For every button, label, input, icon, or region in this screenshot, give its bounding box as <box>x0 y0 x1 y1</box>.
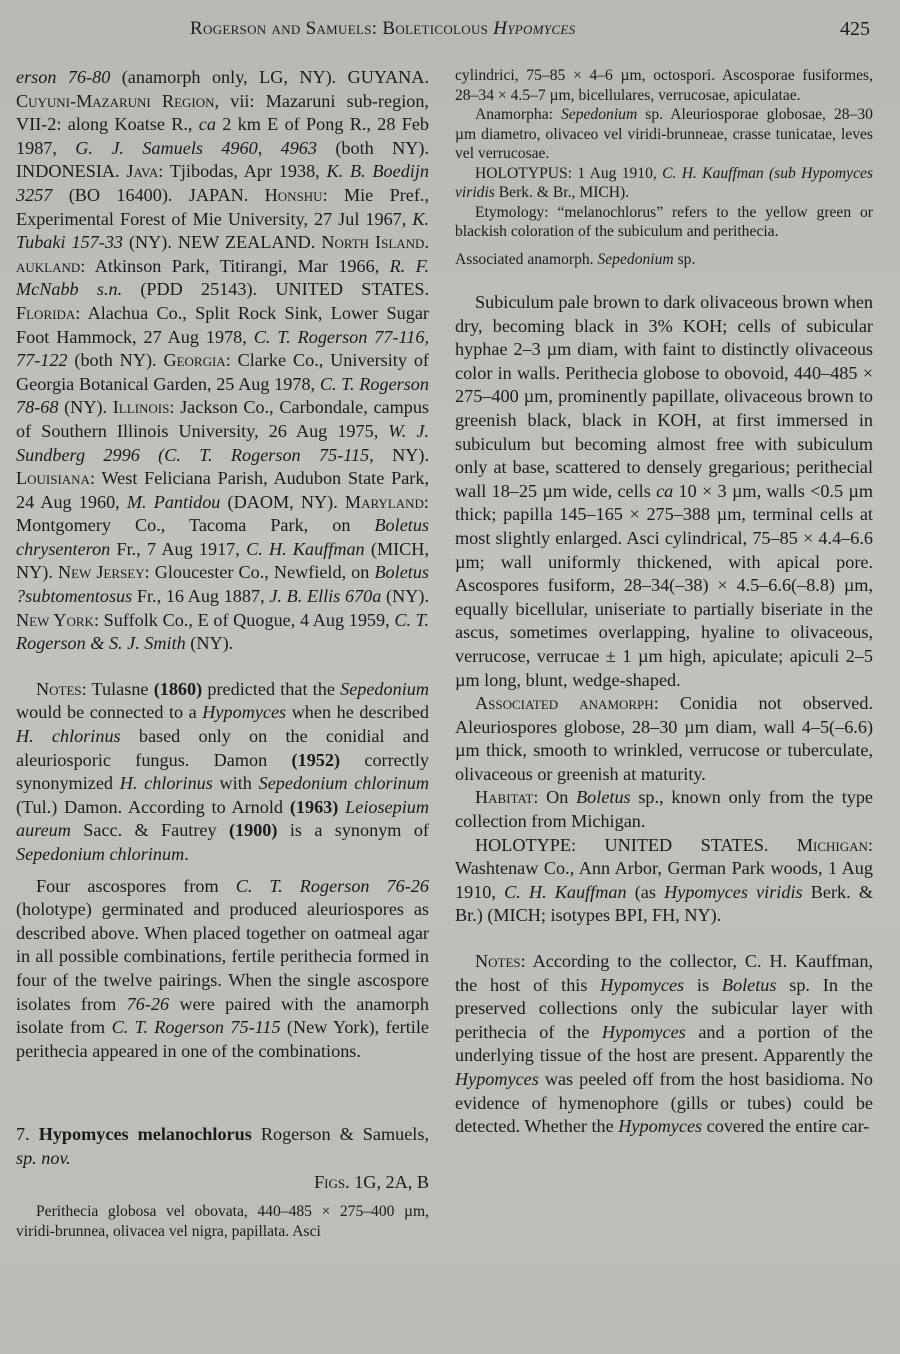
text-run: (NY). <box>58 397 113 418</box>
text-run: when he described <box>286 702 430 723</box>
text-run: Sepedonium <box>561 106 638 123</box>
text-run: K. B. Boedijn 3257 <box>16 161 429 205</box>
text-run: G. J. Samuels 4960, 4963 <box>75 137 317 158</box>
text-run: Louisiana <box>16 468 90 489</box>
text-run: Boletus chrysenteron <box>16 515 429 559</box>
text-run: (holotype) germinated and produced aleuriospores as described above. When placed together on oatmeal agar in all possible combinations, fertile perithecia formed in four of the twelve pairings. When the single ascospore isolates from <box>16 899 429 1014</box>
text-run: Hypomyces <box>618 1116 703 1137</box>
text-run: : Suffolk Co., E of Quogue, 4 Aug 1959, <box>93 609 395 630</box>
page-header <box>190 18 880 46</box>
text-run: ca <box>198 114 216 135</box>
text-run: covered the entire car- <box>702 1116 870 1137</box>
text-run: 7. <box>16 1124 39 1145</box>
text-run: Java <box>126 161 159 182</box>
text-run: Fr., 7 Aug 1917, <box>110 538 247 559</box>
running-head-authors: Rogerson and Samuels: Boleticolous <box>190 18 494 39</box>
text-run: H. chlorinus <box>16 726 121 747</box>
etymology: Etymology: “melanochlorus” refers to the yellow green or blackish coloration of the subiculum and perithecia. <box>455 203 873 240</box>
text-run: C. T. Rogerson 77-116, 77-122 <box>16 326 429 371</box>
right-column <box>455 66 873 1139</box>
text-run: : Jackson Co., Carbondale, campus of Southern Illinois University, 26 Aug 1975, <box>16 397 429 441</box>
text-run: (MICH, NY). <box>16 538 429 583</box>
text-run: H. chlorinus <box>119 773 213 794</box>
text-run: Michigan <box>796 834 868 855</box>
text-run: Sepedonium chlorinum <box>16 844 185 864</box>
text-run: Four ascospores from <box>36 875 236 896</box>
latin-diagnosis-start: Perithecia globosa vel obovata, 440–485 × 275–400 µm, viridi-brunnea, olivacea vel nigra, papillata. Asci <box>16 1203 429 1240</box>
text-run: Sepedonium chlorinum <box>258 773 429 794</box>
text-run: (NY). <box>381 586 429 607</box>
text-run: : Alachua Co., Split Rock Sink, Lower Sugar Foot Hammock, 27 Aug 1978, <box>16 302 429 347</box>
text-run: (1900) <box>228 820 278 841</box>
text-run: Hypomyces <box>455 1069 539 1089</box>
text-run: C. T. Rogerson 78-68 <box>16 373 429 418</box>
page-number: 425 <box>840 18 870 40</box>
text-run: Florida <box>16 302 76 323</box>
text-run: sp. Aleuriosporae globosae, 28–30 µm diametro, olivaceo vel viridi-brunneae, crasse tunicatae, leves vel verrucosae. <box>455 106 873 162</box>
text-run: R. F. McNabb s.n. <box>16 255 429 300</box>
text-run: New York <box>16 609 94 630</box>
notes-paragraph-1 <box>16 678 429 867</box>
text-run: HOLOTYPE: UNITED STATES. <box>475 834 797 855</box>
text-run: sp. <box>673 250 696 268</box>
text-run: Boletus <box>576 787 631 808</box>
notes-paragraph-2 <box>16 875 429 1064</box>
text-run: sp. In the preserved collections only the subicular layer with perithecia of the <box>455 974 873 1042</box>
notes-paragraph-species-7 <box>455 950 873 1139</box>
text-run: Subiculum pale brown to dark olivaceous brown when dry, becoming black in 3% KOH; cells of subicular hyphae 2–3 µm diam, with faint to distinctly olivaceous color in walls. Perithecia globose to obovoid, 440–485 × 275–400 µm, prominently papillate, olivaceous brown to greenish black, black in KOH, at first immersed in subiculum but becoming almost free with subiculum only at base, scattered to densely gregarious; perithecial wall 18–25 µm wide, cells <box>455 292 873 501</box>
text-run: Leiosepium aureum <box>16 796 430 841</box>
text-run: (1860) <box>153 678 203 699</box>
text-run: Habitat <box>475 787 534 808</box>
text-run: correctly synonymized <box>16 749 430 794</box>
text-run: : Montgomery Co., Tacoma Park, on <box>16 491 429 536</box>
text-run: 2 km E of Pong R., 28 Feb 1987, <box>16 114 430 158</box>
text-run: Sepedonium <box>597 250 674 268</box>
text-run: sp. nov. <box>16 1147 71 1168</box>
text-run: : Washtenaw Co., Ann Arbor, German Park woods, 1 Aug 1910, <box>455 834 873 902</box>
text-run: Fr., 16 Aug 1887, <box>132 586 270 607</box>
text-run: North Island <box>321 232 425 253</box>
text-run: were paired with the anamorph isolate from <box>16 993 429 1038</box>
text-run: Georgia <box>163 350 226 371</box>
text-run: erson 76-80 <box>16 67 111 87</box>
text-run: C. T. Rogerson 76-26 <box>235 875 429 896</box>
text-run: , vii: Mazaruni sub-region, VII-2: along Koatse R., <box>16 90 429 135</box>
text-run: Boletus <box>721 974 777 995</box>
text-run: : On <box>533 787 577 808</box>
text-run: M. Pantidou <box>126 491 221 512</box>
text-run: Honshu <box>264 184 323 205</box>
text-run: : Gloucester Co., Newfield, on <box>144 562 375 583</box>
text-run: Notes <box>475 951 521 972</box>
text-run: is <box>684 974 722 995</box>
text-run: C. H. Kauffman <box>246 538 365 559</box>
text-run: Hypomyces melanochlorus <box>38 1124 252 1145</box>
text-run: and a portion of the underlying tissue of the host are present. Apparently the <box>455 1021 873 1066</box>
text-run: (1952) <box>291 749 341 770</box>
text-run: Berk. & Br.) (MICH; isotypes BPI, FH, NY). <box>455 881 873 926</box>
text-run: (as <box>626 881 665 902</box>
text-run: : Clarke Co., University of Georgia Botanical Garden, 25 Aug 1978, <box>16 350 429 394</box>
text-run: predicted that the <box>202 678 341 699</box>
text-run: (anamorph only, LG, NY). GUYANA. <box>110 67 429 87</box>
species-heading-title <box>16 1123 429 1170</box>
text-run: Hypomyces <box>601 1021 686 1042</box>
text-run: (NY). NEW ZEALAND. <box>123 232 322 253</box>
text-run: (PDD 25143). UNITED STATES. <box>122 279 429 300</box>
text-run: Associated anamorph <box>475 693 654 714</box>
text-run: based only on the conidial and aleuriosporic fungus. Damon <box>16 726 430 770</box>
text-run: (both NY). INDONESIA. <box>16 137 430 182</box>
text-run: Sacc. & Fautrey <box>70 820 229 841</box>
text-run: Associated anamorph. <box>455 250 598 268</box>
text-run: (Tul.) Damon. According to Arnold <box>16 796 290 817</box>
text-run: 10 × 3 µm, walls <0.5 µm thick; papilla 145–165 × 275–388 µm, terminal cells at most slightly enlarged. Asci cylindrical, 75–85 × 4.4–6.6 µm; wall uniformly thickened, with apical pore. Ascospores fusiform, 28–34(–38) × 4.5–6.6(–8.8) µm, equally bicellular, uniseriate to partially biseriate in the ascus, sometimes overlapping, hyaline to olivaceous, verrucose, verrucae ± 1 µm high, apiculate; apiculi 2–5 µm long, blunt, wedge-shaped. <box>455 480 873 690</box>
text-run: (NY). <box>185 633 234 654</box>
text-run: : West Feliciana Parish, Audubon State Park, 24 Aug 1960, <box>16 468 429 512</box>
text-run: aukland <box>16 255 81 276</box>
text-run: : According to the collector, C. H. Kauffman, the host of this <box>455 951 873 995</box>
text-run: New Jersey <box>57 562 145 583</box>
text-run: : Conidia not observed. Aleuriospores globose, 28–30 µm diam, wall 4–5(–6.6) µm thick, smooth to wrinkled, verrucose or tuberculate, olivaceous or greenish at maturity. <box>455 693 873 784</box>
text-run: Rogerson & Samuels, <box>251 1124 429 1145</box>
text-run: Boletus ?subtomentosus <box>16 562 429 607</box>
text-run: . <box>184 844 189 864</box>
text-run: 76-26 <box>126 993 170 1014</box>
text-run: , NY). <box>369 444 429 465</box>
text-run: C. T. Rogerson 75-115 <box>111 1017 281 1038</box>
text-run: K. Tubaki 157-33 <box>16 208 429 253</box>
text-run: HOLOTYPUS: 1 Aug 1910, <box>475 164 663 182</box>
text-run: C. T. Rogerson & S. J. Smith <box>16 609 429 654</box>
text-run: (New York), fertile perithecia appeared in one of the combinations. <box>16 1017 429 1061</box>
text-run: Sepedonium <box>340 678 429 699</box>
left-column <box>16 66 429 1241</box>
text-run: Berk. & Br., MICH). <box>494 184 630 201</box>
text-run: C. H. Kauffman (sub Hypomyces viridis <box>455 164 873 201</box>
text-run: Anamorpha: <box>475 106 561 123</box>
holotype <box>455 834 873 928</box>
habitat <box>455 786 873 833</box>
text-run: is a synonym of <box>277 820 429 841</box>
associated-anamorph-line <box>455 250 873 270</box>
text-run: would be connected to a <box>16 702 203 723</box>
text-run: : Atkinson Park, Titirangi, Mar 1966, <box>80 255 390 276</box>
text-run: sp., known only from the type collection from Michigan. <box>455 787 874 832</box>
text-run: : Tjibodas, Apr 1938, <box>158 161 327 182</box>
associated-anamorph-description <box>455 692 873 786</box>
text-run: J. B. Ellis 670a <box>269 586 382 607</box>
text-run: : Mie Pref., Experimental Forest of Mie University, 27 Jul 1967, <box>16 184 429 229</box>
anamorpha-latin <box>455 105 873 164</box>
text-run: (both NY). <box>67 350 164 371</box>
species-figures: Figs. 1G, 2A, B <box>314 1171 429 1192</box>
holotypus-latin <box>455 164 873 203</box>
text-run: (DAOM, NY). <box>220 491 345 512</box>
text-run: Hypomyces <box>202 702 287 723</box>
text-run: (1963) <box>289 796 339 817</box>
text-run: ca <box>656 480 674 501</box>
running-head-genus: Hypomyces <box>493 18 576 39</box>
text-run: W. J. Sundberg 2996 (C. T. Rogerson 75-115 <box>16 420 429 465</box>
text-run: Illinois <box>112 397 170 418</box>
species-description <box>455 291 873 692</box>
text-run: Notes <box>36 678 82 699</box>
specimens-examined <box>16 66 429 656</box>
running-head <box>190 18 575 40</box>
text-run: was peeled off from the host basidioma. No evidence of hymenophore (gills or tubes) could be detected. Whether the <box>455 1069 873 1137</box>
text-run: Hypomyces <box>600 974 685 995</box>
species-heading <box>16 1123 429 1194</box>
text-run: Hypomyces viridis <box>664 881 803 902</box>
text-run: . <box>424 232 429 253</box>
latin-diagnosis-continued: cylindrici, 75–85 × 4–6 µm, octospori. Ascosporae fusiformes, 28–34 × 4.5–7 µm, bicellulares, verrucosae, apiculatae. <box>455 67 873 104</box>
text-run: (BO 16400). JAPAN. <box>52 184 265 205</box>
text-run: : Tulasne <box>81 678 154 699</box>
text-run: with <box>212 773 259 794</box>
text-run: Cuyuni-Mazaruni Region <box>16 90 215 111</box>
text-run: Maryland <box>344 491 424 512</box>
text-run: C. H. Kauffman <box>504 881 627 902</box>
